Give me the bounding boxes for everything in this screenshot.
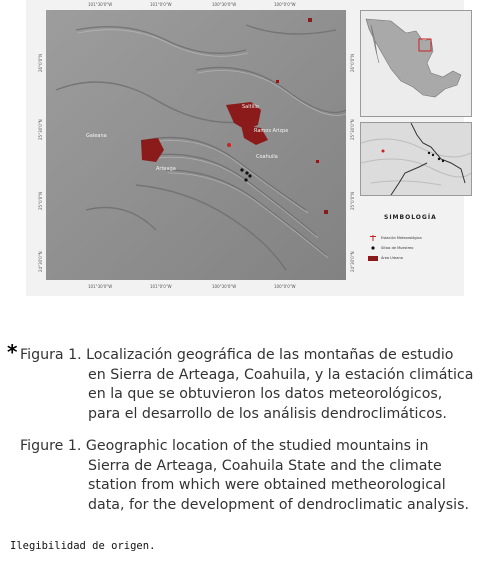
place-label-coahuila: Coahuila — [256, 154, 278, 160]
y-tick-label: 24°30'0"N — [38, 251, 43, 272]
x-tick-label: 101°30'0"W — [88, 2, 113, 7]
place-label-galeana: Galeana — [86, 133, 107, 139]
caption-line: en la que se obtuvieron los datos meteorológicos, — [88, 386, 443, 402]
x-tick-label: 100°30'0"W — [212, 284, 237, 289]
caption-line: station from which were obtained metheorological — [88, 477, 446, 493]
map-legend — [360, 204, 472, 284]
y-tick-label: 25°30'0"N — [38, 119, 43, 140]
caption-spanish — [20, 346, 474, 424]
legend-item-urban-area — [368, 254, 403, 262]
station-icon — [368, 235, 378, 241]
detail-inset-map — [360, 122, 472, 196]
place-label-arteaga: Arteaga — [156, 166, 176, 172]
sampling-site-icon — [368, 245, 378, 251]
x-tick-label: 101°0'0"W — [150, 284, 172, 289]
x-tick-label: 100°30'0"W — [212, 2, 237, 7]
legend-label: Área Urbana — [381, 256, 403, 260]
legend-title: SIMBOLOGÍA — [384, 214, 437, 221]
location-figure — [26, 0, 464, 296]
y-tick-label: 25°0'0"N — [350, 191, 355, 210]
caption-line: Figura 1. Localización geográfica de las montañas de estudio — [20, 347, 454, 363]
urban-area-icon — [368, 255, 378, 261]
relief-map-drawing — [46, 10, 346, 280]
caption-line: data, for the development of dendroclimatic analysis. — [88, 496, 469, 513]
y-tick-label: 25°0'0"N — [38, 191, 43, 210]
caption-line: Figure 1. Geographic location of the studied mountains in — [20, 438, 429, 454]
place-label-ramos-arizpe: Ramos Arizpe — [254, 128, 289, 134]
y-tick-label: 25°30'0"N — [350, 119, 355, 140]
y-tick-label: 24°30'0"N — [350, 251, 355, 272]
legend-label: Estación Meteorológica — [381, 236, 422, 240]
caption-english — [20, 437, 469, 515]
x-tick-label: 100°0'0"W — [274, 284, 296, 289]
x-tick-label: 101°0'0"W — [150, 2, 172, 7]
legend-label: Sitios de Muestreo — [381, 246, 414, 250]
place-label-saltillo: Saltillo — [242, 104, 259, 110]
caption-line: Sierra de Arteaga, Coahuila State and the climate — [88, 457, 442, 474]
station-marker — [227, 143, 231, 147]
main-relief-map — [46, 10, 346, 280]
legend-item-sampling-site — [368, 244, 413, 252]
x-tick-label: 101°30'0"W — [88, 284, 113, 289]
caption-line: en Sierra de Arteaga, Coahuila, y la estación climática — [88, 366, 474, 383]
legend-item-station — [368, 234, 422, 242]
x-tick-label: 100°0'0"W — [274, 2, 296, 7]
source-note: Ilegibilidad de origen. — [10, 540, 156, 552]
caption-line: para el desarrollo de los análisis dendroclimáticos. — [88, 405, 447, 422]
y-tick-label: 26°0'0"N — [38, 53, 43, 72]
footnote-marker: * — [7, 340, 18, 364]
y-tick-label: 26°0'0"N — [350, 53, 355, 72]
mexico-inset-map — [360, 10, 472, 117]
